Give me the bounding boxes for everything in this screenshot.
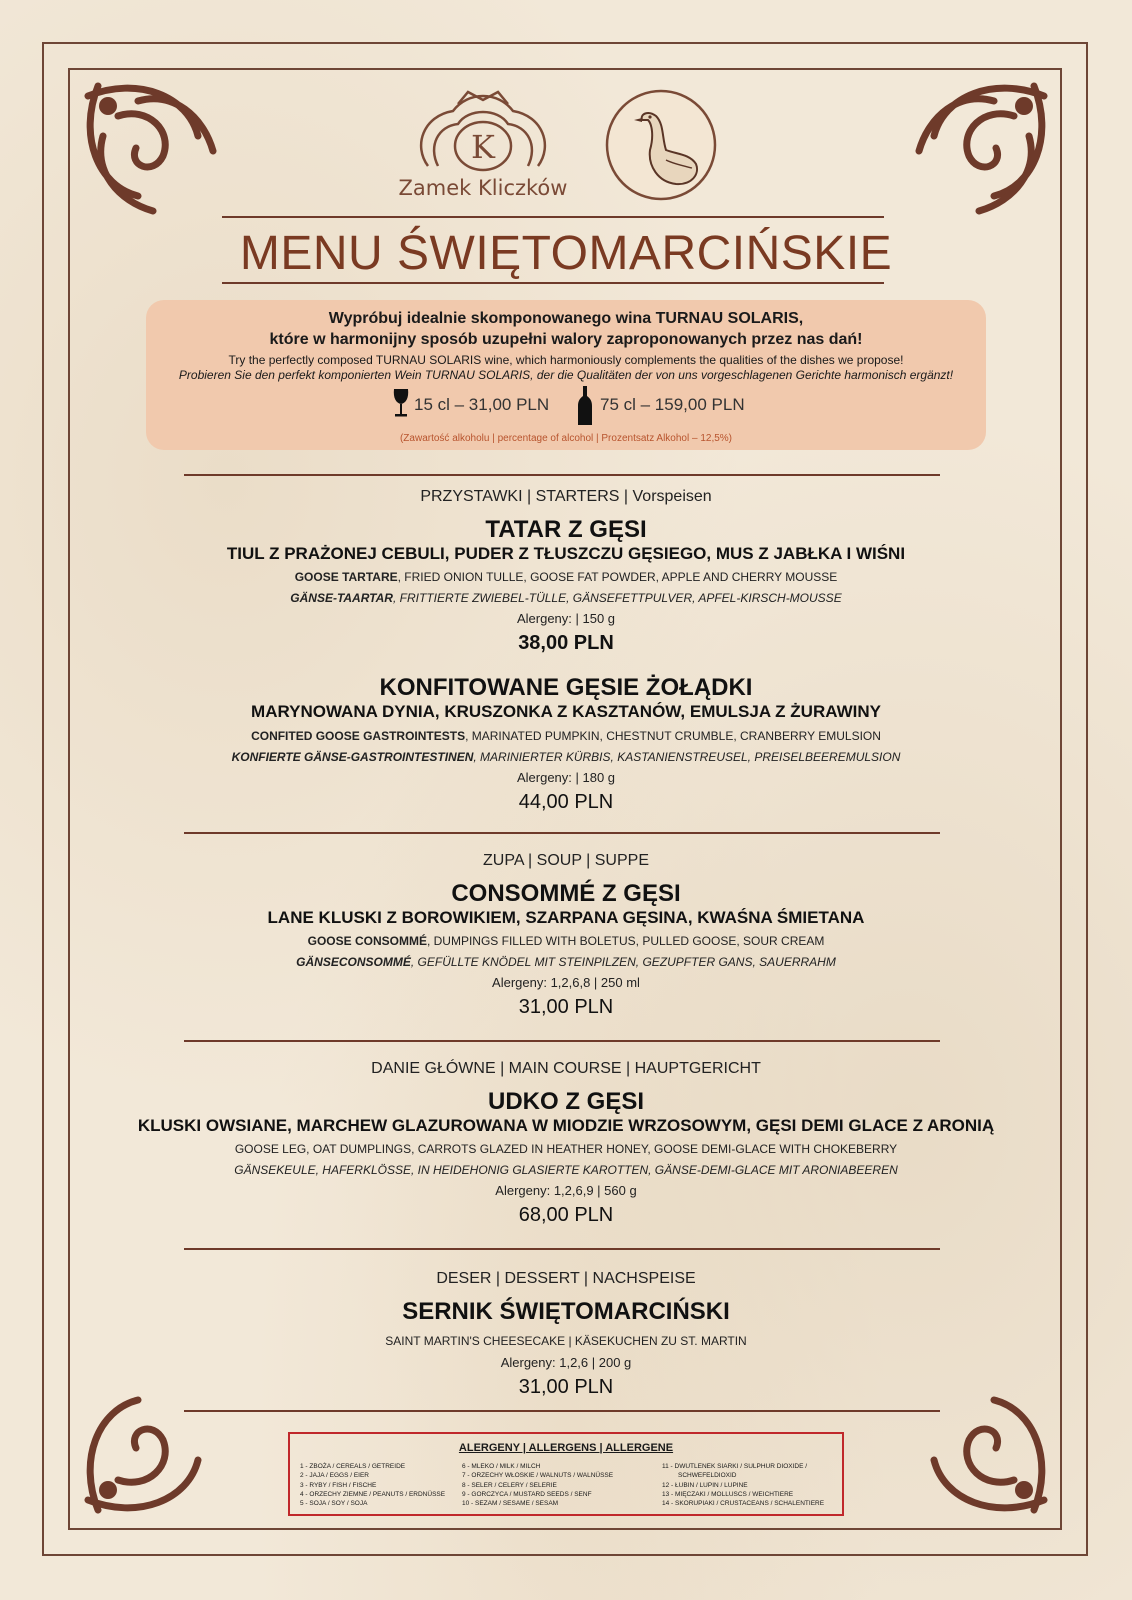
allergen-item: 10 - SEZAM / SESAME / SESAM [462, 1500, 559, 1508]
category-heading: ZUPA | SOUP | SUPPE [483, 852, 649, 869]
dish-name: TATAR Z GĘSI [485, 516, 647, 543]
corner-ornament-top-left [78, 76, 228, 226]
wine-price-row [146, 386, 986, 422]
allergen-item: 13 - MIĘCZAKI / MOLLUSCS / WEICHTIERE [662, 1490, 794, 1498]
wine-line-de: Probieren Sie den perfekt komponierten Wein TURNAU SOLARIS, der die Qualitäten der von uns vorgeschlagenen Gerichte harmonisch ergänzt! [178, 368, 954, 382]
dish-allergens: Alergeny: | 180 g [516, 770, 616, 785]
dish-price: 31,00 PLN [518, 1376, 614, 1398]
divider [184, 832, 940, 834]
glass-price: 15 cl – 31,00 PLN [414, 395, 550, 414]
goose-medallion-icon [604, 88, 718, 202]
allergen-item: 9 - GORCZYCA / MUSTARD SEEDS / SENF [462, 1490, 592, 1498]
allergens-column-3 [662, 1462, 824, 1508]
category-heading: DANIE GŁÓWNE | MAIN COURSE | HAUPTGERICHT [371, 1060, 761, 1077]
title-rule-top [222, 216, 884, 218]
category-heading: DESER | DESSERT | NACHSPEISE [436, 1270, 696, 1287]
page-title: MENU ŚWIĘTOMARCIŃSKIE [239, 227, 893, 280]
dish-price: 38,00 PLN [518, 632, 614, 654]
dish-allergens: Alergeny: 1,2,6,8 | 250 ml [492, 975, 640, 990]
dish-name: SERNIK ŚWIĘTOMARCIŃSKI [402, 1298, 730, 1325]
allergen-item: 11 - DWUTLENEK SIARKI / SULPHUR DIOXIDE / [662, 1463, 808, 1470]
corner-ornament-top-right [904, 76, 1054, 226]
dish-description-en: CONFITED GOOSE GASTROINTESTS, MARINATED PUMPKIN, CHESTNUT CRUMBLE, CRANBERRY EMULSION [251, 729, 881, 743]
dish-name: KONFITOWANE GĘSIE ŻOŁĄDKI [379, 674, 753, 701]
dish-allergens: Alergeny: 1,2,6,9 | 560 g [495, 1183, 637, 1198]
allergens-column-1 [300, 1462, 445, 1508]
allergen-item: 5 - SOJA / SOY / SOJA [300, 1500, 368, 1508]
dish-price: 31,00 PLN [518, 996, 614, 1018]
divider [184, 474, 940, 476]
alcohol-content: (Zawartość alkoholu | percentage of alcohol | Prozentsatz Alkohol – 12,5%) [399, 433, 733, 444]
dish-description-en: GOOSE LEG, OAT DUMPLINGS, CARROTS GLAZED IN HEATHER HONEY, GOOSE DEMI-GLACE WITH CHOKEBERRY [234, 1142, 898, 1156]
wine-promo-box [146, 300, 986, 450]
allergen-item: 6 - MLEKO / MILK / MILCH [462, 1463, 541, 1470]
dish-allergens: Alergeny: 1,2,6 | 200 g [500, 1355, 632, 1370]
dish-subtitle: MARYNOWANA DYNIA, KRUSZONKA Z KASZTANÓW, EMULSJA Z ŻURAWINY [251, 702, 881, 721]
title-rule-bottom [222, 282, 884, 284]
wine-line-pl-1: Wypróbuj idealnie skomponowanego wina TURNAU SOLARIS, [328, 310, 804, 327]
logo-name: Zamek Kliczków [398, 176, 568, 200]
allergen-item: SCHWEFELDIOXID [678, 1472, 737, 1480]
allergens-legend-title: ALERGENY | ALLERGENS | ALLERGENE [458, 1442, 674, 1454]
dish-subtitle: KLUSKI OWSIANE, MARCHEW GLAZUROWANA W MIODZIE WRZOSOWYM, GĘSI DEMI GLACE Z ARONIĄ [137, 1116, 995, 1135]
allergen-item: 12 - ŁUBIN / LUPIN / LUPINE [662, 1481, 748, 1489]
allergen-item: 4 - ORZECHY ZIEMNE / PEANUTS / ERDNÜSSE [300, 1490, 446, 1498]
allergens-column-2 [462, 1462, 613, 1508]
dish-name: UDKO Z GĘSI [487, 1088, 644, 1115]
wine-bottle-icon [577, 386, 593, 426]
allergens-legend [288, 1432, 844, 1516]
dish-subtitle: LANE KLUSKI Z BOROWIKIEM, SZARPANA GĘSINA, KWAŚNA ŚMIETANA [267, 908, 865, 927]
dish-description-de: KONFIERTE GÄNSE-GASTROINTESTINEN, MARINIERTER KÜRBIS, KASTANIENSTREUSEL, PREISELBEEREMULSION [231, 750, 901, 764]
dish-description-en: GOOSE CONSOMMÉ, DUMPINGS FILLED WITH BOLETUS, PULLED GOOSE, SOUR CREAM [307, 934, 825, 948]
allergen-item: 3 - RYBY / FISH / FISCHE [300, 1481, 377, 1489]
dish-price: 68,00 PLN [518, 1204, 614, 1226]
allergen-item: 1 - ZBOŻA / CEREALS / GETREIDE [300, 1463, 406, 1470]
dish-description-en: GOOSE TARTARE, FRIED ONION TULLE, GOOSE FAT POWDER, APPLE AND CHERRY MOUSSE [294, 570, 838, 584]
dish-description-de: GÄNSECONSOMMÉ, GEFÜLLTE KNÖDEL MIT STEINPILZEN, GEZUPFTER GANS, SAUERRAHM [296, 955, 836, 969]
divider [184, 1248, 940, 1250]
dish-description: SAINT MARTIN'S CHEESECAKE | KÄSEKUCHEN ZU ST. MARTIN [385, 1334, 747, 1348]
allergen-item: 7 - ORZECHY WŁOSKIE / WALNUTS / WALNÜSSE [462, 1472, 614, 1480]
dish-price: 44,00 PLN [518, 791, 614, 813]
allergen-item: 14 - SKORUPIAKI / CRUSTACEANS / SCHALENTIERE [662, 1500, 825, 1508]
wine-line-en: Try the perfectly composed TURNAU SOLARIS wine, which harmoniously complements the qualities of the dishes we propose! [228, 353, 904, 367]
allergen-item: 2 - JAJA / EGGS / EIER [300, 1472, 369, 1480]
dish-description-de: GÄNSE-TAARTAR, FRITTIERTE ZWIEBEL-TÜLLE, GÄNSEFETTPULVER, APFEL-KIRSCH-MOUSSE [290, 591, 842, 605]
divider [184, 1410, 940, 1412]
bottle-price: 75 cl – 159,00 PLN [600, 395, 745, 414]
divider [184, 1040, 940, 1042]
category-heading: PRZYSTAWKI | STARTERS | Vorspeisen [420, 488, 712, 505]
dish-allergens: Alergeny: | 150 g [516, 611, 616, 626]
dish-name: CONSOMMÉ Z GĘSI [451, 880, 681, 907]
wine-line-pl-2: które w harmonijny sposób uzupełni walory zaproponowanych przez nas dań! [269, 331, 863, 348]
dish-subtitle: TIUL Z PRAŻONEJ CEBULI, PUDER Z TŁUSZCZU GĘSIEGO, MUS Z JABŁKA I WIŚNI [226, 544, 906, 563]
dish-description-de: GÄNSEKEULE, HAFERKLÖSSE, IN HEIDEHONIG GLASIERTE KAROTTEN, GÄNSE-DEMI-GLACE MIT ARONIABEEREN [234, 1163, 898, 1177]
wine-glass-icon [392, 388, 410, 418]
svg-text:K: K [471, 128, 495, 166]
allergen-item: 8 - SELER / CELERY / SELERIE [462, 1481, 557, 1489]
